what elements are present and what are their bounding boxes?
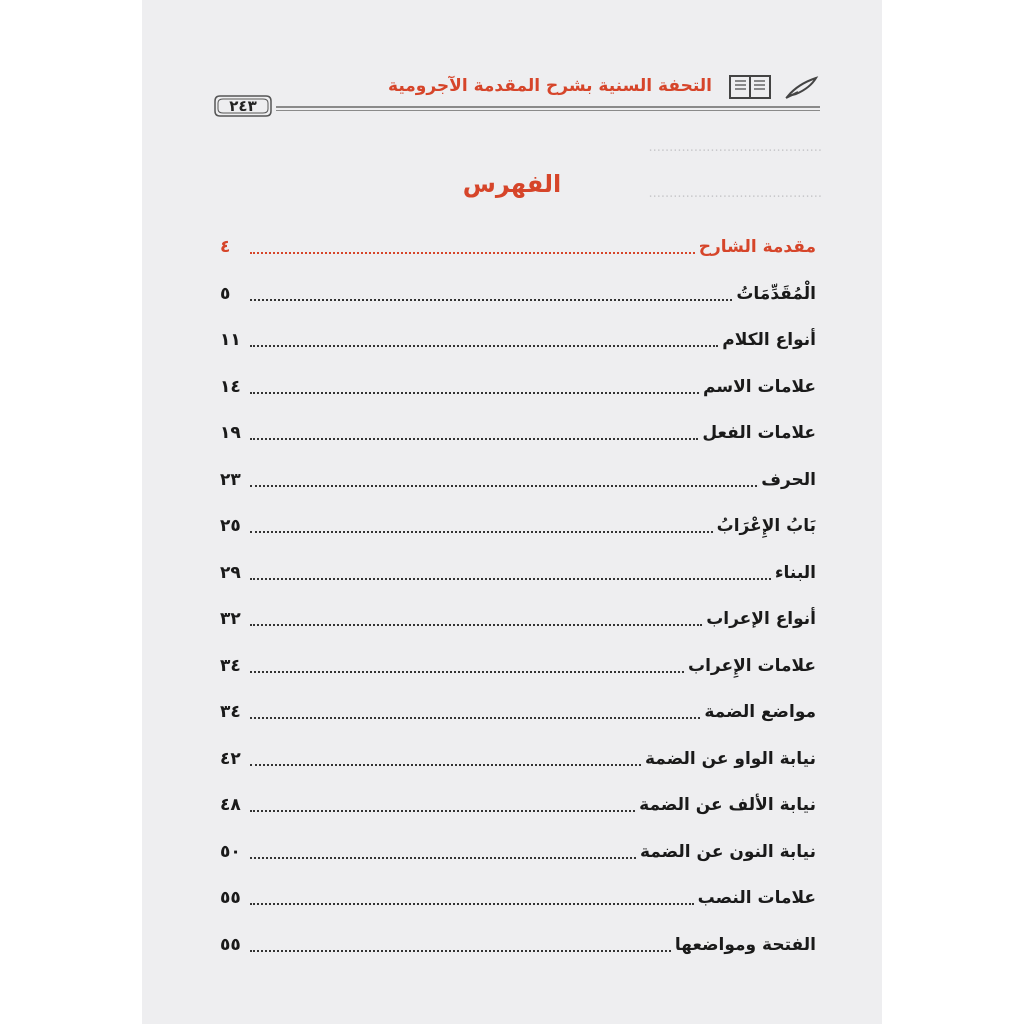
header-rule [276, 106, 820, 111]
toc-entry [220, 509, 816, 539]
toc-entry [220, 928, 816, 958]
dot-leader [250, 485, 757, 487]
dot-leader [250, 903, 694, 905]
toc-entry-title: الْمُقَدِّمَاتُ [736, 283, 816, 304]
dot-leader [250, 345, 718, 347]
dot-leader [250, 717, 700, 719]
dot-leader [250, 950, 671, 952]
toc-entry [220, 416, 816, 446]
toc-entry-page: ٥٠ [220, 841, 241, 862]
open-book-icon [728, 74, 772, 100]
toc-entry-title: مواضع الضمة [704, 702, 816, 722]
toc-entry-title: نيابة الألف عن الضمة [639, 795, 816, 815]
dot-leader [250, 438, 698, 440]
toc-entry-page: ٥ [220, 283, 231, 304]
book-title: التحفة السنية بشرح المقدمة الآجرومية [388, 76, 712, 96]
toc-entry [220, 742, 816, 772]
toc-entry-title: الفتحة ومواضعها [674, 934, 816, 955]
index-heading: الفهرس [462, 170, 562, 198]
toc-entry [220, 649, 816, 679]
dot-leader [250, 392, 699, 394]
toc-entry-page: ١٤ [220, 376, 241, 397]
toc-entry-title: نيابة النون عن الضمة [639, 841, 816, 862]
toc-entry-page: ١١ [220, 330, 241, 350]
toc-entry-page: ٣٤ [220, 655, 241, 676]
bleed-through-text: .......................................... [648, 140, 822, 155]
toc-entry [220, 835, 816, 865]
quill-pen-icon [784, 74, 820, 100]
toc-entry-page: ٢٣ [220, 469, 241, 490]
page-number: ٢٤٣ [229, 97, 257, 115]
dot-leader [250, 671, 684, 673]
toc-entry-title: علامات الإِعراب [687, 655, 816, 676]
toc-entry-page: ٤ [220, 237, 231, 257]
toc-entry-title: بَابُ الإِعْرَابُ [716, 516, 816, 536]
toc-entry-title: نيابة الواو عن الضمة [645, 748, 816, 769]
running-header [214, 70, 820, 130]
dot-leader [250, 624, 702, 626]
toc-entry-page: ٢٥ [220, 516, 241, 536]
dot-leader [250, 764, 641, 766]
toc-entry-title: علامات النصب [697, 888, 816, 908]
book-page [142, 0, 882, 1024]
toc-entry-title: البناء [774, 562, 816, 583]
bleed-through-text: .......................................... [648, 186, 822, 201]
toc-entry-title: علامات الفعل [702, 423, 816, 443]
toc-entry-page: ٣٢ [220, 609, 241, 629]
dot-leader [250, 578, 771, 580]
toc-entry-title: الحرف [761, 469, 816, 490]
dot-leader [250, 810, 635, 812]
toc-entry-title: علامات الاسم [703, 376, 816, 397]
toc-entry [220, 602, 816, 632]
toc-entry-page: ٢٩ [220, 562, 241, 583]
toc-entry [220, 695, 816, 725]
toc-entry [220, 323, 816, 353]
toc-entry [220, 881, 816, 911]
toc-entry-page: ٤٨ [220, 795, 241, 815]
toc-entry [220, 230, 816, 260]
dot-leader [250, 531, 713, 533]
toc-entry-page: ٤٢ [220, 748, 241, 769]
dot-leader [250, 857, 636, 859]
dot-leader [250, 252, 695, 254]
toc-entry-page: ٥٥ [220, 888, 241, 908]
toc-entry-title: مقدمة الشارح [698, 237, 816, 257]
toc-entry-page: ٥٥ [220, 934, 241, 955]
toc-entry-page: ١٩ [220, 423, 241, 443]
toc-entry [220, 277, 816, 307]
toc-entry-title: أنواع الإعراب [706, 609, 816, 629]
toc-entry-page: ٣٤ [220, 702, 241, 722]
toc-entry [220, 463, 816, 493]
toc-entry-title: أنواع الكلام [722, 330, 816, 350]
toc-entry [220, 556, 816, 586]
dot-leader [250, 299, 732, 301]
toc-entry [220, 370, 816, 400]
toc-entry [220, 788, 816, 818]
